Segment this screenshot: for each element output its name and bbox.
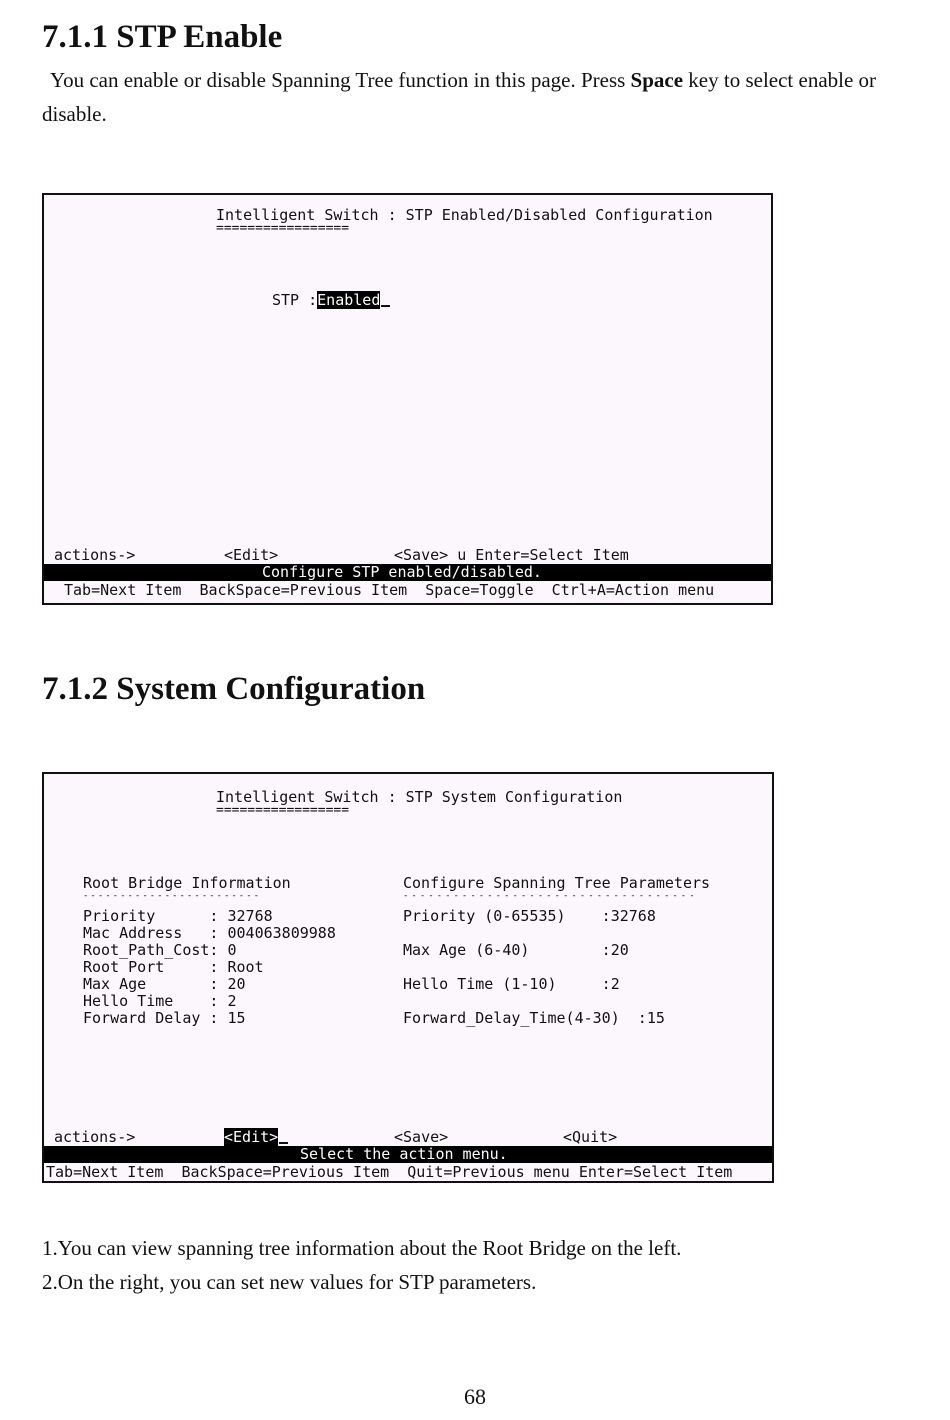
stp-system-config-terminal-screen [42,772,774,1183]
root-row-label: Priority : [83,907,219,925]
screen-title: Intelligent Switch : STP System Configuration [216,788,623,806]
status-bar [44,1146,772,1163]
priority-input[interactable]: 32768 [610,907,656,925]
stp-field[interactable] [272,292,390,309]
stp-field-value[interactable]: Enabled [317,291,381,309]
note-2: 2.On the right, you can set new values for STP parameters. [42,1270,537,1294]
config-row-max-age[interactable] [403,942,629,959]
root-row-value: Root [227,958,264,976]
note-1: 1.You can view spanning tree information about the Root Bridge on the left. [42,1236,682,1260]
status-message: Select the action menu. [300,1145,508,1163]
root-bridge-header: Root Bridge Information [83,874,291,892]
intro-space-key: Space [630,68,684,92]
root-row-label: Root_Path_Cost: [83,941,219,959]
root-row-value: 0 [227,941,237,959]
root-row-value: 2 [227,992,237,1010]
page-number: 68 [464,1384,486,1409]
config-row-priority[interactable] [403,908,656,925]
forward-delay-input[interactable]: 15 [646,1009,665,1027]
screen-title: Intelligent Switch : STP Enabled/Disabled Configuration [216,206,713,224]
root-bridge-divider: ------------------------ [83,891,262,901]
stp-field-label: STP : [272,291,318,309]
text-cursor [279,1142,288,1144]
config-row-forward-delay[interactable] [403,1010,665,1027]
config-row-label: Priority (0-65535) : [403,907,611,925]
status-bar [44,564,771,581]
config-params-header: Configure Spanning Tree Parameters [403,874,711,892]
root-row-value: 20 [227,975,246,993]
root-row-forward-delay [83,1010,336,1027]
config-row-label: Forward_Delay_Time(4-30) : [403,1009,647,1027]
root-row-priority [83,908,336,925]
key-help-line: Tab=Next Item BackSpace=Previous Item Quit=Previous menu Enter=Select Item [46,1163,733,1181]
root-row-label: Hello Time : [83,992,219,1010]
config-params-divider: ----------------------------------- [403,891,698,901]
section-heading-stp-enable: 7.1.1 STP Enable [42,19,283,55]
root-bridge-list [83,908,336,1027]
root-row-label: Forward Delay : [83,1009,219,1027]
text-cursor [381,305,390,307]
actions-label: actions-> [54,546,136,564]
intro-text-start: You can enable or disable Spanning Tree function in this page. Press [50,68,631,92]
root-row-label: Mac Address : [83,924,219,942]
key-help-line: Tab=Next Item BackSpace=Previous Item Space=Toggle Ctrl+A=Action menu [64,581,715,599]
save-action[interactable]: <Save> [394,1128,449,1146]
root-row-hello-time [83,993,336,1010]
intro-text-end: key to select enable or disable. [42,68,877,126]
root-row-value: 32768 [227,907,273,925]
config-row-hello-time[interactable] [403,976,620,993]
config-row-label: Max Age (6-40) : [403,941,611,959]
edit-action[interactable]: <Edit> [224,546,279,564]
edit-action-selected[interactable]: <Edit> [224,1128,279,1146]
root-row-max-age [83,976,336,993]
root-row-value: 004063809988 [227,924,336,942]
root-row-root-port [83,959,336,976]
screen-title-underline: ================= [216,221,350,236]
screen-title-underline: ================= [216,803,350,818]
status-message: Configure STP enabled/disabled. [262,563,542,581]
quit-action[interactable]: <Quit> [563,1128,618,1146]
max-age-input[interactable]: 20 [610,941,629,959]
edit-action[interactable] [224,1129,288,1146]
root-row-mac-address [83,925,336,942]
root-row-label: Root Port : [83,958,219,976]
actions-label: actions-> [54,1128,136,1146]
intro-paragraph [42,63,914,131]
stp-enable-terminal-screen [42,193,773,605]
section-heading-system-configuration: 7.1.2 System Configuration [42,671,426,707]
save-action[interactable]: <Save> u Enter=Select Item [394,546,629,564]
root-row-root-path-cost [83,942,336,959]
hello-time-input[interactable]: 2 [610,975,620,993]
root-row-label: Max Age : [83,975,219,993]
config-row-label: Hello Time (1-10) : [403,975,611,993]
root-row-value: 15 [227,1009,246,1027]
